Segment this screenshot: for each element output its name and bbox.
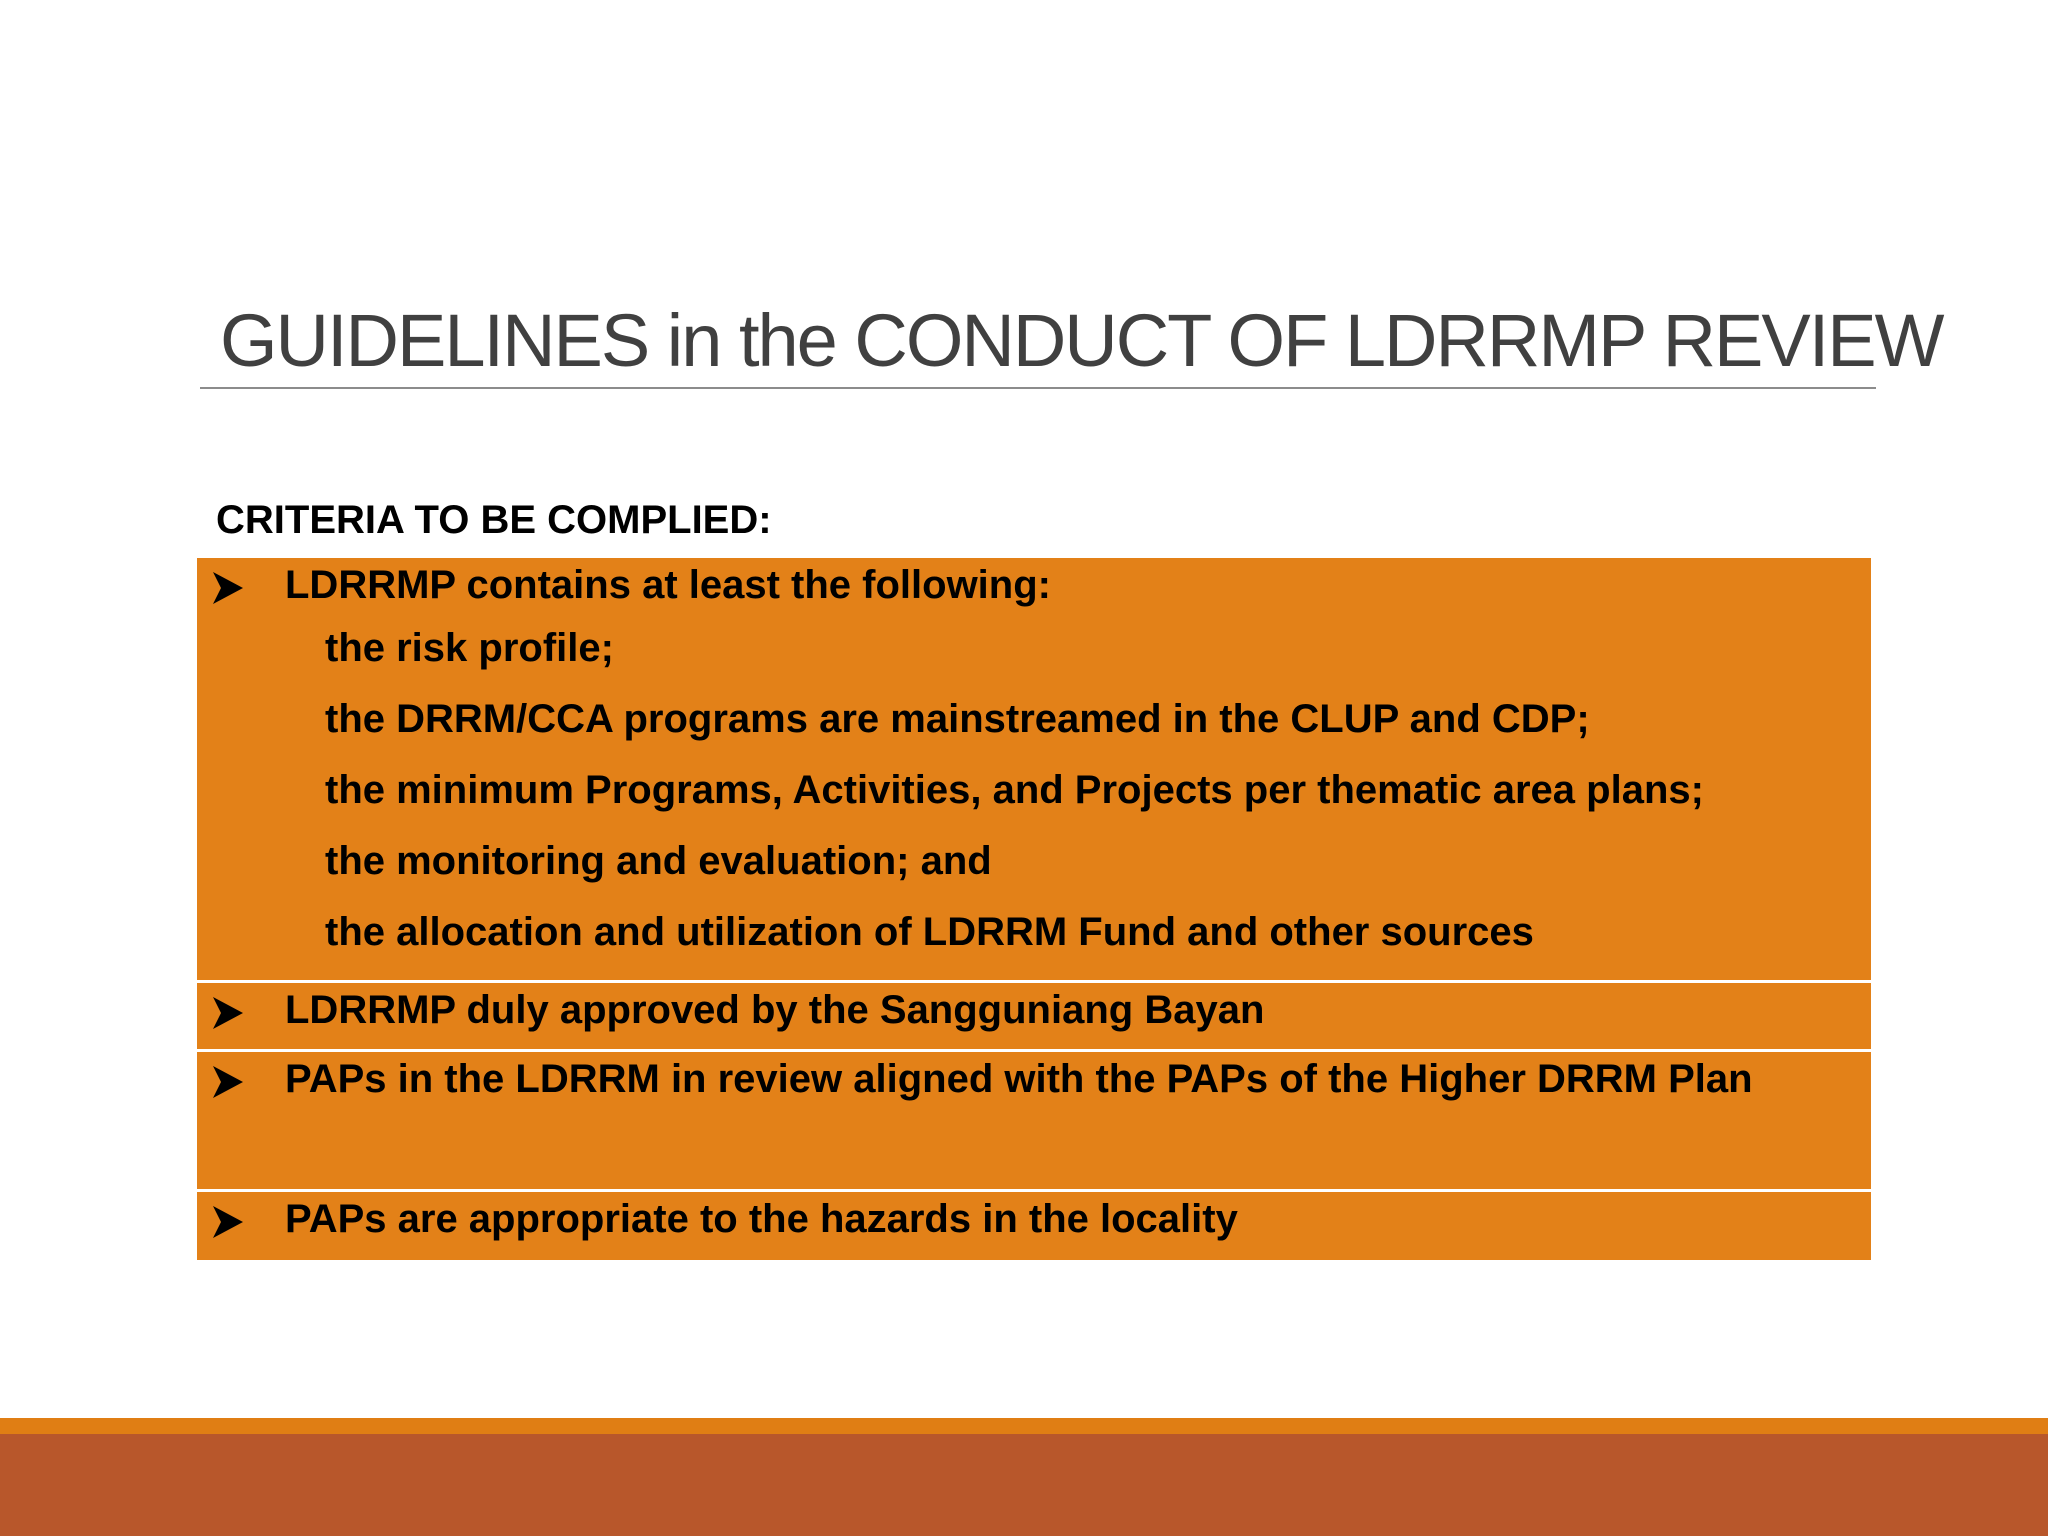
criteria-row — [197, 983, 1871, 1052]
sub-criteria-list — [325, 613, 1863, 968]
arrow-bullet-icon — [211, 1202, 245, 1242]
criteria-row — [197, 558, 1871, 983]
criteria-table — [197, 558, 1871, 1260]
sub-criteria-item: the allocation and utilization of LDRRM Fund and other sources — [325, 910, 1534, 954]
slide-title: GUIDELINES in the CONDUCT OF LDRRMP REVIEW — [220, 299, 1943, 382]
arrow-bullet-icon — [211, 1062, 245, 1102]
criteria-item-text: PAPs in the LDRRM in review aligned with the PAPs of the Higher DRRM Plan — [285, 1057, 1753, 1101]
sub-criteria-item: the risk profile; — [325, 626, 614, 670]
arrow-bullet-icon — [211, 993, 245, 1033]
criteria-item-text: PAPs are appropriate to the hazards in the locality — [285, 1197, 1238, 1241]
criteria-row — [197, 1052, 1871, 1192]
arrow-bullet-icon — [211, 568, 245, 608]
sub-criteria-item: the monitoring and evaluation; and — [325, 839, 992, 883]
footer-accent-stripe — [0, 1418, 2048, 1434]
sub-criteria-item: the DRRM/CCA programs are mainstreamed in the CLUP and CDP; — [325, 697, 1590, 741]
title-underline — [200, 387, 1876, 389]
criteria-row — [197, 1192, 1871, 1260]
criteria-heading: CRITERIA TO BE COMPLIED: — [216, 498, 772, 542]
criteria-item-text: LDRRMP contains at least the following: — [285, 563, 1051, 607]
footer-band — [0, 1434, 2048, 1536]
sub-criteria-item: the minimum Programs, Activities, and Projects per thematic area plans; — [325, 768, 1704, 812]
criteria-item-text: LDRRMP duly approved by the Sangguniang Bayan — [285, 988, 1265, 1032]
